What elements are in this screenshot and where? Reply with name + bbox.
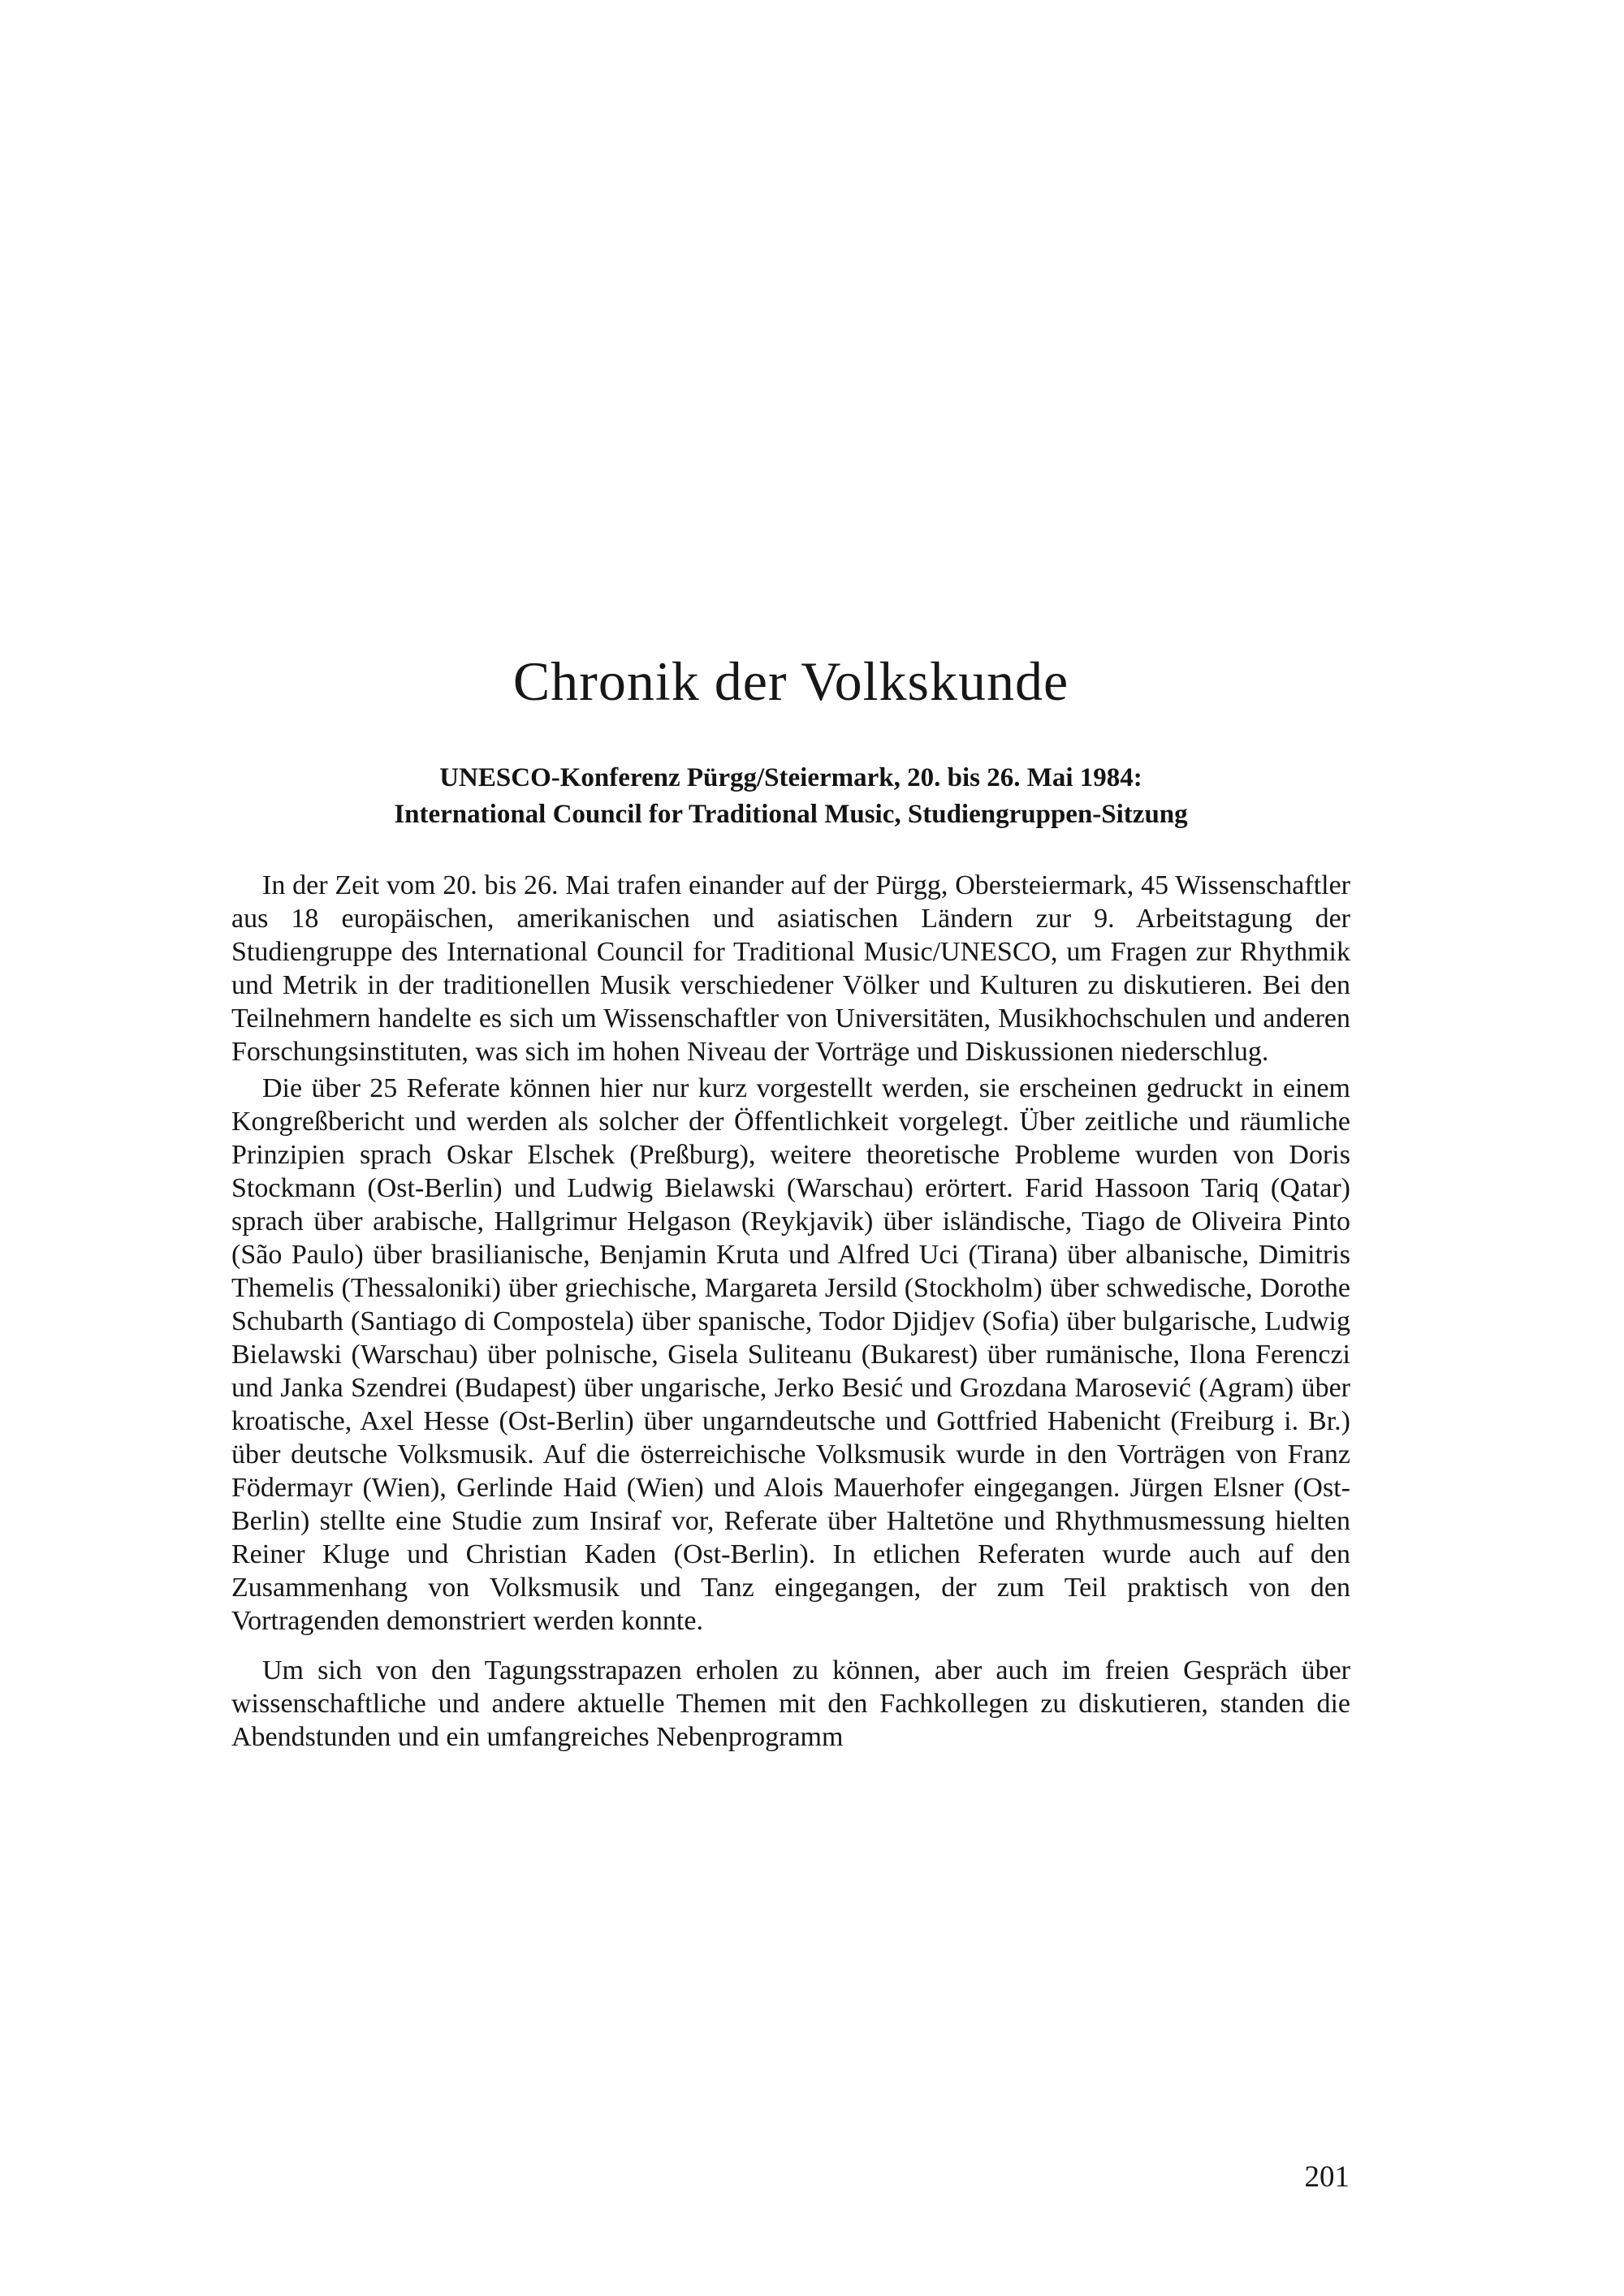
paragraph-2: Die über 25 Referate können hier nur kurz vorgestellt werden, sie erscheinen gedruckt in einem Kongreßbericht und werden als solcher der Öffentlichkeit vorgelegt. Über zeitliche und räumliche Prinzipien sprach Oskar Elschek (Preßburg), weitere theoretische Probleme wurden von Doris Stockmann (Ost-Berlin) und Ludwig Bielawski (Warschau) erörtert. Farid Hassoon Tariq (Qatar) sprach über arabische, Hallgrimur Helgason (Reykjavik) über isländische, Tiago de Oliveira Pinto (São Paulo) über brasilianische, Benjamin Kruta und Alfred Uci (Tirana) über albanische, Dimitris Themelis (Thessaloniki) über griechische, Margareta Jersild (Stockholm) über schwedische, Dorothe Schubarth (Santiago di Compostela) über spanische, Todor Djidjev (Sofia) über bulgarische, Ludwig Bielawski (Warschau) über polnische, Gisela Suliteanu (Bukarest) über rumänische, Ilona Ferenczi und Janka Szendrei (Budapest) über ungarische, Jerko Besić und Grozdana Marosević (Agram) über kroatische, Axel Hesse (Ost-Berlin) über ungarndeutsche und Gottfried Habenicht (Freiburg i. Br.) über deutsche Volksmusik. Auf die österreichische Volksmusik wurde in den Vorträgen von Franz Födermayr (Wien), Gerlinde Haid (Wien) und Alois Mauerhofer eingegangen. Jürgen Elsner (Ost-Berlin) stellte eine Studie zum Insiraf vor, Referate über Haltetöne und Rhythmusmessung hielten Reiner Kluge und Christian Kaden (Ost-Berlin). In etlichen Referaten wurde auch auf den Zusammenhang von Volksmusik und Tanz eingegangen, der zum Teil praktisch von den Vortragenden demonstriert werden konnte. — [231, 1073, 1350, 1636]
page-title: Chronik der Volkskunde — [512, 650, 1069, 712]
section-heading — [231, 760, 1350, 833]
section-heading-line-2: International Council for Traditional Music, Studiengruppen-Sitzung — [394, 800, 1188, 829]
section-heading-line-1: UNESCO-Konferenz Pürgg/Steiermark, 20. bis 26. Mai 1984: — [439, 763, 1142, 792]
body-text — [231, 869, 1350, 1754]
text-column — [231, 0, 1350, 1754]
paragraph-3: Um sich von den Tagungsstrapazen erholen zu können, aber auch im freien Gespräch über wissenschaftliche und andere aktuelle Themen mit den Fachkollegen zu diskutieren, standen die Abendstunden und ein umfangreiches Nebenprogramm — [231, 1655, 1350, 1752]
page-number: 201 — [1304, 2160, 1350, 2194]
paragraph-1: In der Zeit vom 20. bis 26. Mai trafen einander auf der Pürgg, Obersteiermark, 45 Wissenschaftler aus 18 europäischen, amerikanischen und asiatischen Ländern zur 9. Arbeitstagung der Studiengruppe des International Council for Traditional Music/UNESCO, um Fragen zur Rhythmik und Metrik in der traditionellen Musik verschiedener Völker und Kulturen zu diskutieren. Bei den Teilnehmern handelte es sich um Wissenschaftler von Universitäten, Musikhochschulen und anderen Forschungsinstituten, was sich im hohen Niveau der Vorträge und Diskussionen niederschlug. — [231, 870, 1350, 1067]
